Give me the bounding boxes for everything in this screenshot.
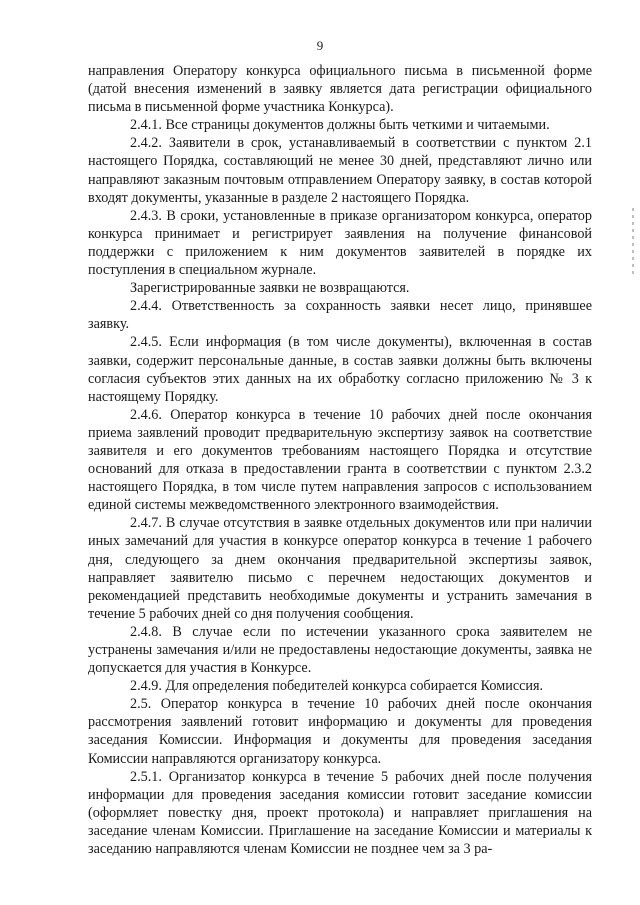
paragraph: 2.5.1. Организатор конкурса в течение 5 рабочих дней после получения информации для проведения заседания комиссии готовит заседание комиссии (оформляет повестку дня, проект протокола) и направляет приглашения на заседание членам Комиссии. Приглашение на заседание Комиссии и материалы к заседанию направляются членам Комиссии не позднее чем за 3 ра- xyxy=(88,768,592,858)
scan-edge-mark xyxy=(632,208,634,278)
paragraph: Зарегистрированные заявки не возвращаются. xyxy=(130,280,410,297)
paragraph: 2.4.5. Если информация (в том числе документы), включенная в состав заявки, содержит персональные данные, в состав заявки должны быть включены согласия субъектов этих данных на их обработку согласно приложению № 3 к настоящему Порядку. xyxy=(88,334,592,405)
paragraph: 2.4.1. Все страницы документов должны быть четкими и читаемыми. xyxy=(130,117,550,134)
paragraph: 2.5. Оператор конкурса в течение 10 рабочих дней после окончания рассмотрения заявлений готовит информацию и документы для проведения заседания Комиссии. Информация и документы для проведения заседания Комиссии направляются организатору конкурса. xyxy=(88,696,592,767)
paragraph: 2.4.8. В случае если по истечении указанного срока заявителем не устранены замечания и/или не предоставлены недостающие документы, заявка не допускается для участия в Конкурсе. xyxy=(88,623,592,677)
page-number: 9 xyxy=(316,38,324,53)
paragraph: 2.4.4. Ответственность за сохранность заявки несет лицо, принявшее заявку. xyxy=(88,298,592,333)
paragraph: 2.4.2. Заявители в срок, устанавливаемый в соответствии с пунктом 2.1 настоящего Порядка, составляющий не менее 30 дней, представляют лично или направляют заказным почтовым отправлением Оператору заявку, в состав которой входят документы, указанные в разделе 2 настоящего Порядка. xyxy=(88,135,592,206)
paragraph: 2.4.6. Оператор конкурса в течение 10 рабочих дней после окончания приема заявлений проводит предварительную экспертизу заявок на соответствие заявителя и его документов требованиям настоящего Порядка и отсутствие оснований для отказа в предоставлении гранта в соответствии с пунктом 2.3.2 настоящего Порядка, в том числе путем направления запросов с использованием единой системы межведомственного электронного взаимодействия. xyxy=(88,406,592,514)
document-body xyxy=(88,62,592,858)
paragraph: 2.4.3. В сроки, установленные в приказе организатором конкурса, оператор конкурса принимает и регистрирует заявления на получение финансовой поддержки с приложением к ним документов заявителей в порядке их поступления в специальном журнале. xyxy=(88,207,592,279)
paragraph: 2.4.9. Для определения победителей конкурса собирается Комиссия. xyxy=(130,678,544,695)
paragraph: направления Оператору конкурса официального письма в письменной форме (датой внесения изменений в заявку является дата регистрации официального письма в письменной форме участника Конкурса). xyxy=(88,63,592,116)
paragraph: 2.4.7. В случае отсутствия в заявке отдельных документов или при наличии иных замечаний для участия в конкурсе оператор конкурса в течение 1 рабочего дня, следующего за днем окончания предварительной экспертизы заявок, направляет заявителю письмо с перечнем недостающих документов и рекомендацией представить необходимые документы и устранить замечания в течение 5 рабочих дней со дня получения сообщения. xyxy=(88,515,592,622)
